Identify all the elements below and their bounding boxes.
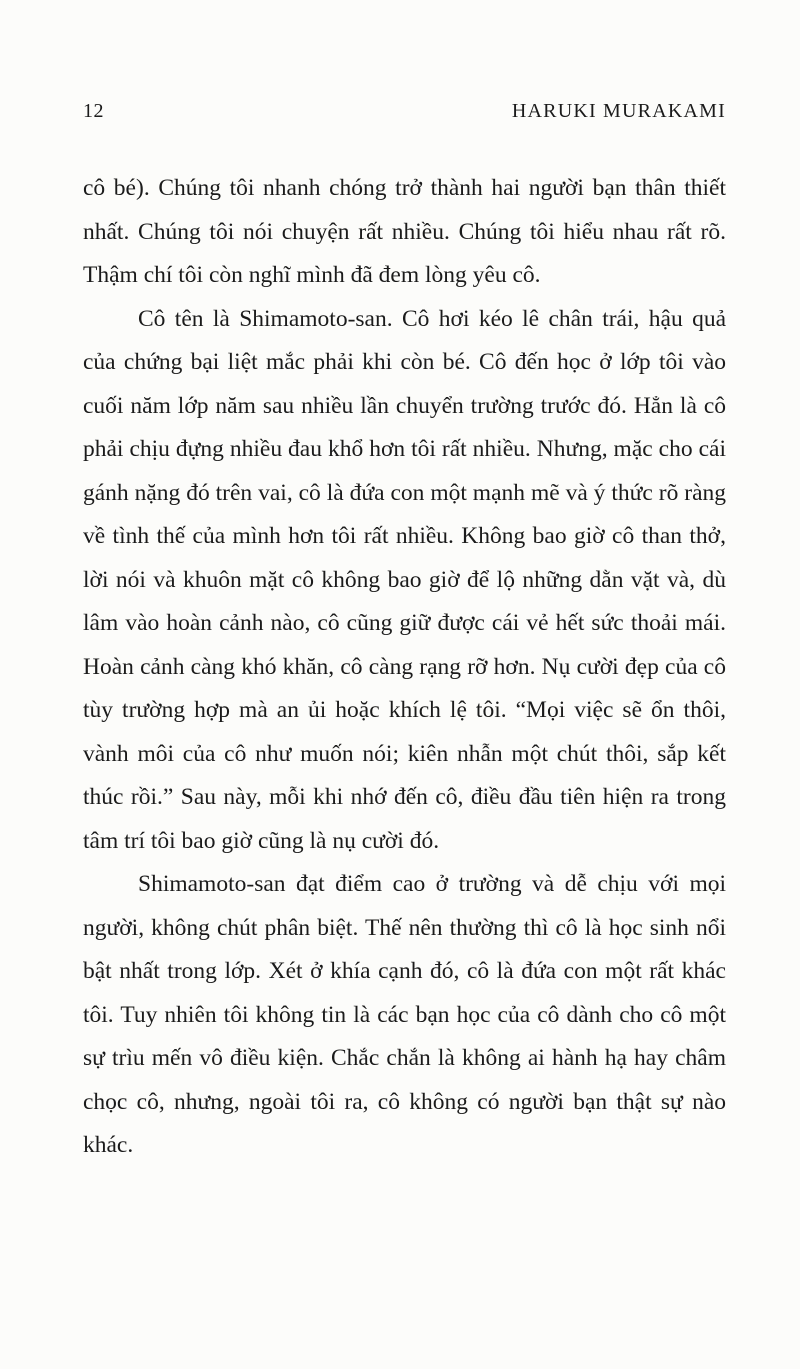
paragraph: Shimamoto-san đạt điểm cao ở trường và dễ chịu với mọi người, không chút phân biệt. Thế nên thường thì cô là học sinh nổi bật nhất trong lớp. Xét ở khía cạnh đó, cô là đứa con một rất khác tôi. Tuy nhiên tôi không tin là các bạn học của cô dành cho cô một sự trìu mến vô điều kiện. Chắc chắn là không ai hành hạ hay châm chọc cô, nhưng, ngoài tôi ra, cô không có người bạn thật sự nào khác. xyxy=(83,871,726,1158)
text-block xyxy=(83,167,726,1168)
paragraph: Cô tên là Shimamoto-san. Cô hơi kéo lê chân trái, hậu quả của chứng bại liệt mắc phải khi còn bé. Cô đến học ở lớp tôi vào cuối năm lớp năm sau nhiều lần chuyển trường trước đó. Hẳn là cô phải chịu đựng nhiều đau khổ hơn tôi rất nhiều. Nhưng, mặc cho cái gánh nặng đó trên vai, cô là đứa con một mạnh mẽ và ý thức rõ ràng về tình thế của mình hơn tôi rất nhiều. Không bao giờ cô than thở, lời nói và khuôn mặt cô không bao giờ để lộ những dằn vặt và, dù lâm vào hoàn cảnh nào, cô cũng giữ được cái vẻ hết sức thoải mái. Hoàn cảnh càng khó khăn, cô càng rạng rỡ hơn. Nụ cười đẹp của cô tùy trường hợp mà an ủi hoặc khích lệ tôi. “Mọi việc sẽ ổn thôi, vành môi của cô như muốn nói; kiên nhẫn một chút thôi, sắp kết thúc rồi.” Sau này, mỗi khi nhớ đến cô, điều đầu tiên hiện ra trong tâm trí tôi bao giờ cũng là nụ cười đó. xyxy=(83,305,726,854)
page-number: 12 xyxy=(83,100,104,122)
paragraph-continuation: cô bé). Chúng tôi nhanh chóng trở thành hai người bạn thân thiết nhất. Chúng tôi nói chuyện rất nhiều. Chúng tôi hiểu nhau rất rõ. Thậm chí tôi còn nghĩ mình đã đem lòng yêu cô. xyxy=(83,175,726,288)
running-header-author: HARUKI MURAKAMI xyxy=(511,100,726,122)
page-header xyxy=(83,100,726,123)
